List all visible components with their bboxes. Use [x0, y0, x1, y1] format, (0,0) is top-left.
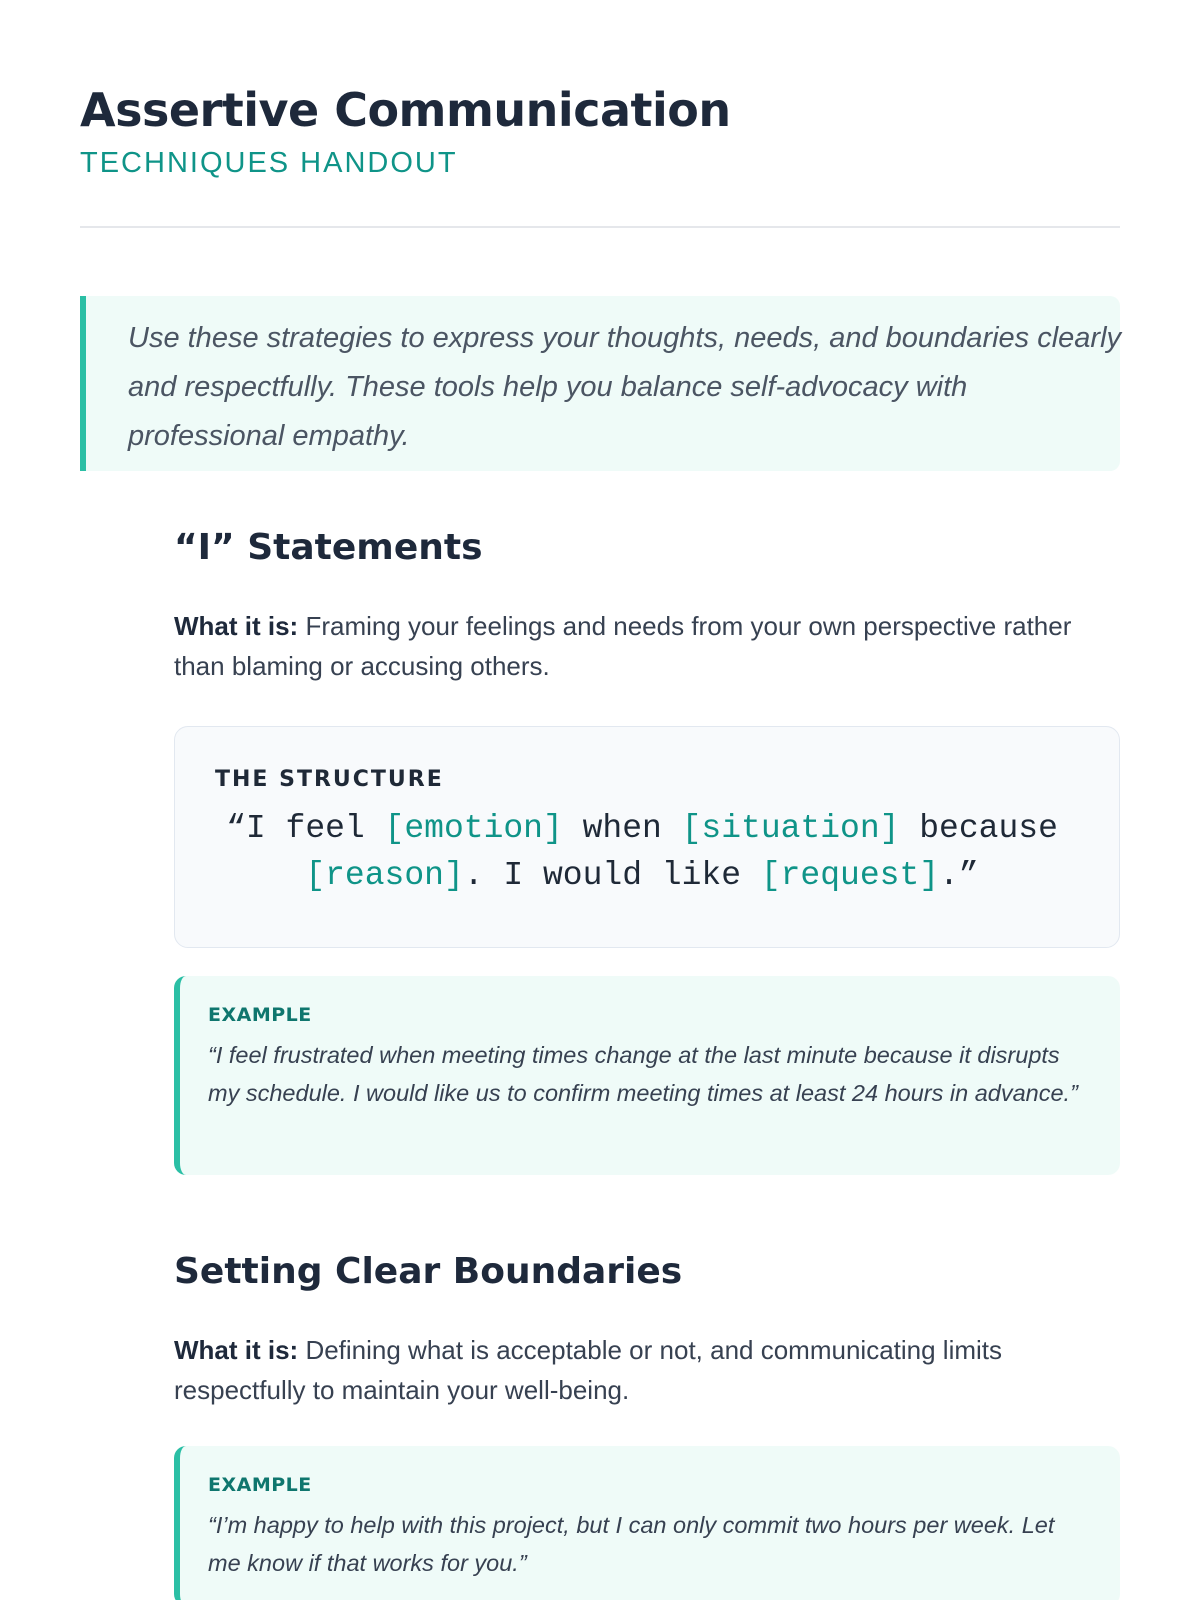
page-subtitle: TECHNIQUES HANDOUT [80, 147, 458, 179]
example-label: EXAMPLE [208, 1474, 312, 1496]
what-it-is-text: Framing your feelings and needs from your own perspective rather than blaming or accusing others. [174, 611, 1072, 681]
structure-formula [215, 805, 1079, 899]
intro-text: Use these strategies to express your thoughts, needs, and boundaries clearly and respectfully. These tools help you balance self-advocacy with professional empathy. [128, 322, 1122, 452]
handout-page [80, 0, 1120, 1600]
formula-open: “I feel [226, 810, 385, 847]
placeholder-emotion: [emotion] [384, 810, 563, 847]
formula-close: .” [939, 857, 979, 894]
section-heading: Setting Clear Boundaries [174, 1251, 683, 1292]
formula-would-like: . I would like [463, 857, 761, 894]
example-callout [174, 976, 1120, 1175]
section-description [174, 606, 1120, 686]
page-title: Assertive Communication [80, 83, 731, 137]
example-callout [174, 1446, 1120, 1600]
section-heading: “I” Statements [174, 527, 483, 568]
placeholder-reason: [reason] [305, 857, 464, 894]
section-boundaries [174, 1250, 1120, 1576]
what-it-is-label: What it is: [174, 611, 299, 641]
structure-label: THE STRUCTURE [215, 767, 444, 792]
structure-box [174, 726, 1120, 948]
intro-callout [80, 296, 1120, 471]
placeholder-situation: [situation] [681, 810, 900, 847]
example-text: “I feel frustrated when meeting times change at the last minute because it disrupts my schedule. I would like us to confirm meeting times at least 24 hours in advance.” [208, 1042, 1078, 1106]
section-i-statements [174, 526, 1120, 1106]
formula-when: when [562, 810, 682, 847]
formula-because: because [899, 810, 1058, 847]
what-it-is-text: Defining what is acceptable or not, and communicating limits respectfully to maintain your well-being. [174, 1335, 1003, 1405]
header-divider [80, 226, 1120, 228]
placeholder-request: [request] [760, 857, 940, 894]
example-label: EXAMPLE [208, 1004, 312, 1026]
what-it-is-label: What it is: [174, 1335, 299, 1365]
example-text: “I’m happy to help with this project, but I can only commit two hours per week. Let me know if that works for you.” [208, 1512, 1055, 1576]
section-description [174, 1330, 1120, 1410]
